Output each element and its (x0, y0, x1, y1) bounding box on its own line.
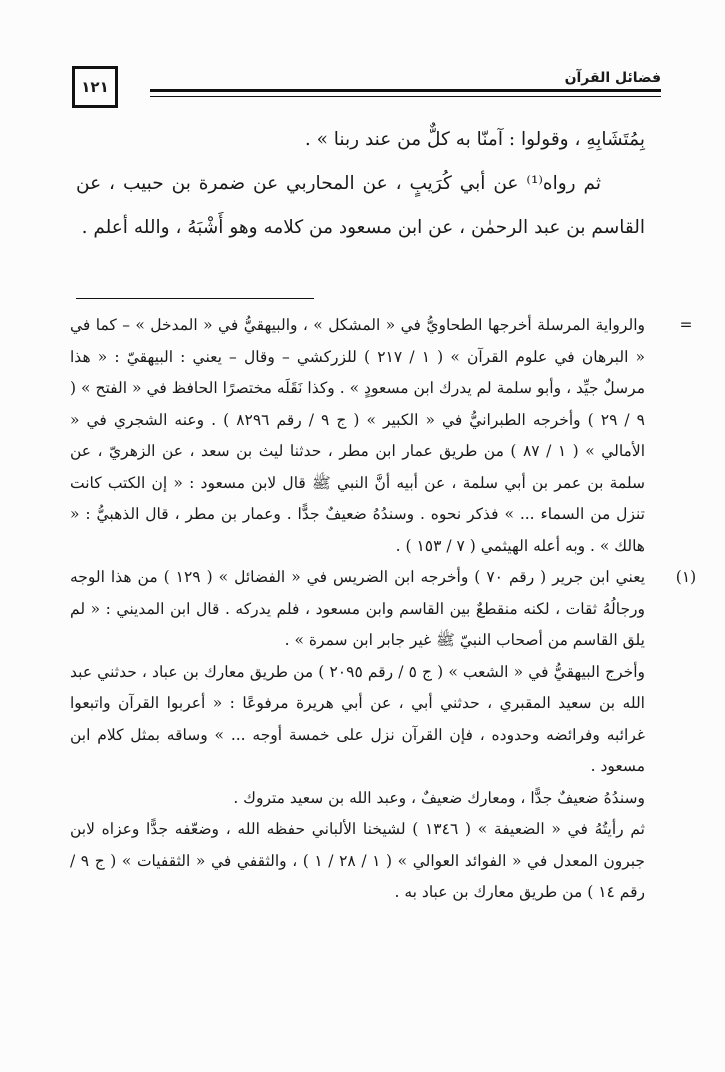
footnotes (70, 310, 697, 909)
footnote-marker: (١) (675, 568, 697, 586)
running-title: فضائل القرآن (564, 70, 661, 86)
page-number-box (72, 66, 118, 108)
footnote-1 (70, 562, 697, 657)
footnote-1-paragraph-2 (70, 657, 645, 783)
header-rule-thin (150, 96, 661, 97)
footnote-text: يعني ابن جرير ( رقم ٧٠ ) وأخرجه ابن الضريس في « الفضائل » ( ١٢٩ ) من هذا الوجه ورجالُهُ ثقات ، لكنه منقطعٌ بين القاسم وابن مسعود ، فلم يدركه . قال ابن المديني : « لم يلق القاسم من أصحاب النبيّ ﷺ غير جابر ابن سمرة » . (70, 568, 646, 649)
footnote-text: وسندُهُ ضعيفٌ جدًّا ، ومعارك ضعيفٌ ، وعبد الله بن سعيد متروك . (233, 788, 645, 807)
footnote-divider (76, 298, 314, 299)
page-number: ١٢١ (81, 78, 109, 96)
footnote-1-paragraph-4 (70, 814, 645, 909)
header-rule-thick (150, 89, 661, 92)
footnote-marker: = (679, 316, 693, 334)
main-text (76, 118, 645, 250)
footnote-text: ثم رأيتُهُ في « الضعيفة » ( ١٣٤٦ ) لشيخنا الألباني حفظه الله ، وضعّفه جدًّا وعزاه لابن جبرون المعدل في « الفوائد العوالي » ( ١ / ٢٨ / ١ ) ، والثقفي في « الثقفيات » ( ج ٩ / رقم ١٤ ) من طريق معارك بن عباد به . (70, 820, 646, 901)
footnote-text: وأخرج البيهقيُّ في « الشعب » ( ج ٥ / رقم ٢٠٩٥ ) من طريق معارك بن عباد ، حدثني عبد الله بن سعيد المقبري ، حدثني أبي ، عن أبي هريرة مرفوعًا : « أعربوا القرآن واتبعوا غرائبه وفرائضه وحدوده ، فإن القرآن نزل على خمسة أوجه ... » وساقه بمثل كلام ابن مسعود . (70, 662, 645, 775)
main-paragraph: ثم رواه⁽¹⁾ عن أبي كُرَيبٍ ، عن المحاربي عن ضمرة بن حبيب ، عن القاسم بن عبد الرحمٰن ، عن ابن مسعود من كلامه وهو أَشْبَهُ ، والله أعلم . (76, 173, 645, 238)
footnote-text: والرواية المرسلة أخرجها الطحاويُّ في « المشكل » ، والبيهقيُّ في « المدخل » – كما في « البرهان في علوم القرآن » ( ١ / ٢١٧ ) للزركشي – وقال – يعني : البيهقيّ : « هذا مرسلٌ جيِّد ، وأبو سلمة لم يدرك ابن مسعودٍ » . وكذا نَقَلَه مختصرًا الحافظ في « الفتح » ( ٩ / ٢٩ ) وأخرجه الطبرانيُّ في « الكبير » ( ج ٩ / رقم ٨٢٩٦ ) . وعنه الشجري في « الأمالي » ( ١ / ٨٧ ) من طريق عمار ابن مطر ، حدثنا ليث بن سعد ، عن الزهريّ ، عن سلمة بن عمر بن أبي سلمة ، عن أبيه أنَّ النبي ﷺ قال لابن مسعود : « إن الكتب كانت تنزل من السماء ... » فذكر نحوه . وسندُهُ ضعيفٌ جدًّا . وعمار بن مطر ، قال الذهبيُّ : « هالك » . وبه أعله الهيثمي ( ٧ / ١٥٣ ) . (70, 316, 646, 555)
footnote-continued (70, 310, 693, 562)
footnote-1-paragraph-3 (70, 783, 645, 815)
main-line-1: بِمُتَشَابِهِ ، وقولوا : آمنّا به كلٌّ من عند ربنا » . (304, 129, 645, 150)
